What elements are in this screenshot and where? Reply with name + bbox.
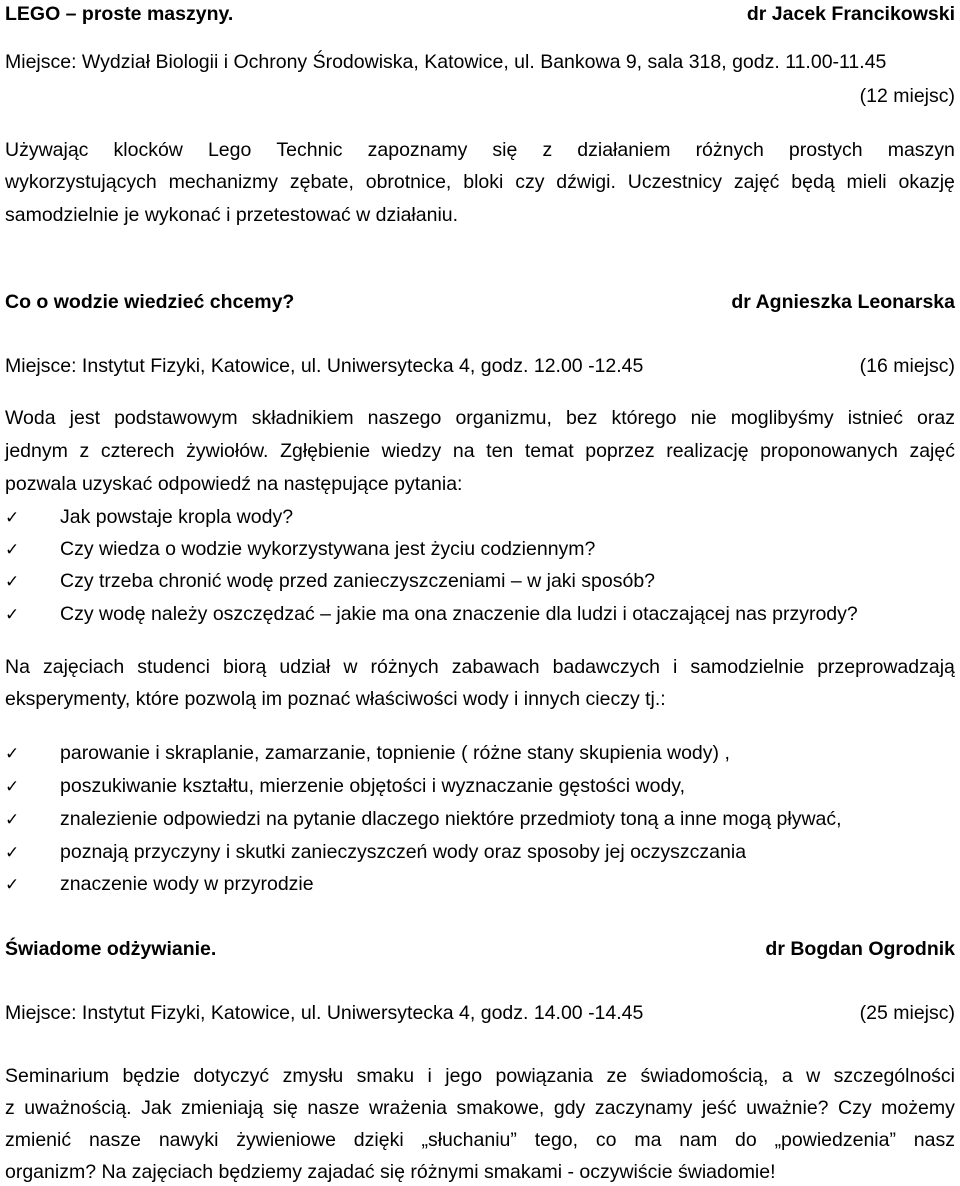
section-3-title: Świadome odżywianie. bbox=[5, 938, 217, 960]
activity-item bbox=[5, 838, 746, 867]
word: różnych bbox=[695, 139, 764, 161]
word: Technic bbox=[276, 139, 343, 161]
word: mechanizmy bbox=[168, 171, 279, 193]
word: zaczynamy bbox=[594, 1097, 693, 1119]
section-3-paragraph-line bbox=[5, 1062, 955, 1090]
word: działaniem bbox=[577, 139, 671, 161]
word: uważnością. bbox=[24, 1097, 132, 1119]
section-2-paragraph2-line bbox=[5, 653, 955, 681]
word: nawyki bbox=[158, 1129, 219, 1151]
question-text: Czy wiedza o wodzie wykorzystywana jest życiu codziennym? bbox=[60, 538, 596, 560]
word: studenci bbox=[137, 656, 210, 678]
word: różnych bbox=[370, 656, 439, 678]
word: co bbox=[595, 1129, 617, 1151]
word: badawczych bbox=[552, 656, 660, 678]
question-item bbox=[5, 535, 595, 564]
word: wykorzystujących bbox=[5, 171, 157, 193]
section-2-teacher: dr Agnieszka Leonarska bbox=[731, 291, 955, 313]
word: smaku bbox=[356, 1065, 415, 1087]
question-item bbox=[5, 600, 858, 629]
word: dzięki bbox=[353, 1129, 404, 1151]
section-1-title: LEGO – proste maszyny. bbox=[5, 3, 234, 25]
activity-item bbox=[5, 870, 314, 899]
word: zębate, bbox=[289, 171, 354, 193]
word: samodzielnie bbox=[690, 656, 805, 678]
word: Jak bbox=[141, 1097, 172, 1119]
word: zmienić bbox=[5, 1129, 72, 1151]
activity-text: znalezienie odpowiedzi na pytanie dlaczego niektóre przedmioty toną a inne mogą pływać, bbox=[60, 808, 842, 830]
word: oraz bbox=[917, 407, 955, 429]
section-3-seats: (25 miejsc) bbox=[859, 1002, 955, 1024]
word: „powiedzenia” bbox=[774, 1129, 896, 1151]
check-icon: ✓ bbox=[5, 777, 20, 797]
word: ze bbox=[606, 1065, 628, 1087]
word: a bbox=[781, 1065, 793, 1087]
word: składnikiem bbox=[251, 407, 354, 429]
word: tego, bbox=[534, 1129, 579, 1151]
word: z bbox=[5, 1097, 15, 1119]
check-icon: ✓ bbox=[5, 843, 20, 863]
word: świadomością, bbox=[640, 1065, 769, 1087]
activity-item bbox=[5, 805, 842, 834]
word: się bbox=[492, 139, 518, 161]
word: zajęć bbox=[733, 171, 780, 193]
word: jednym bbox=[5, 440, 68, 462]
word: prostych bbox=[788, 139, 863, 161]
check-icon: ✓ bbox=[5, 875, 20, 895]
check-icon: ✓ bbox=[5, 810, 20, 830]
word: żywiołów. bbox=[186, 440, 269, 462]
word: temat bbox=[524, 440, 574, 462]
section-1-paragraph-line: samodzielnie je wykonać i przetestować w działaniu. bbox=[5, 204, 459, 226]
section-2-header bbox=[5, 288, 955, 316]
section-2-paragraph-line bbox=[5, 404, 955, 432]
word: moglibyśmy bbox=[730, 407, 834, 429]
word: żywieniowe bbox=[236, 1129, 336, 1151]
word: Seminarium bbox=[5, 1065, 110, 1087]
section-1-teacher: dr Jacek Francikowski bbox=[746, 3, 955, 25]
word: zajęć bbox=[909, 440, 955, 462]
word: podstawowym bbox=[114, 407, 238, 429]
check-icon: ✓ bbox=[5, 572, 20, 592]
word: zabawach bbox=[451, 656, 540, 678]
word: organizmu, bbox=[455, 407, 552, 429]
check-icon: ✓ bbox=[5, 605, 20, 625]
check-icon: ✓ bbox=[5, 508, 20, 528]
section-3-place-row bbox=[5, 999, 955, 1027]
word: zapoznamy bbox=[367, 139, 468, 161]
word: biorą bbox=[222, 656, 267, 678]
word: bez bbox=[565, 407, 598, 429]
word: ma bbox=[634, 1129, 662, 1151]
word: w bbox=[806, 1065, 821, 1087]
word: klocków bbox=[113, 139, 183, 161]
section-3-paragraph-line: organizm? Na zajęciach będziemy zajadać się różnymi smakami - oczywiście świadomie! bbox=[5, 1161, 776, 1183]
activity-text: parowanie i skraplanie, zamarzanie, topnienie ( różne stany skupienia wody) , bbox=[60, 742, 730, 764]
word: gdy bbox=[553, 1097, 586, 1119]
section-2-seats: (16 miejsc) bbox=[859, 355, 955, 377]
word: jeść bbox=[701, 1097, 737, 1119]
activity-text: znaczenie wody w przyrodzie bbox=[60, 873, 314, 895]
word: dźwigi. bbox=[556, 171, 616, 193]
word: i bbox=[427, 1065, 432, 1087]
word: Uczestnicy bbox=[627, 171, 723, 193]
word: wrażenia bbox=[368, 1097, 448, 1119]
section-2-title: Co o wodzie wiedzieć chcemy? bbox=[5, 291, 295, 313]
word: możemy bbox=[881, 1097, 955, 1119]
section-3-place: Miejsce: Instytut Fizyki, Katowice, ul. Uniwersytecka 4, godz. 14.00 -14.45 bbox=[5, 1002, 644, 1024]
section-3-teacher: dr Bogdan Ogrodnik bbox=[765, 938, 955, 960]
word: jego bbox=[445, 1065, 483, 1087]
word: wiedzy bbox=[381, 440, 442, 462]
word: nie bbox=[690, 407, 717, 429]
word: Woda bbox=[5, 407, 56, 429]
question-text: Jak powstaje kropla wody? bbox=[60, 506, 294, 528]
section-2-place-row bbox=[5, 352, 955, 380]
word: będą bbox=[791, 171, 835, 193]
question-item bbox=[5, 503, 293, 532]
word: powiązania bbox=[495, 1065, 594, 1087]
word: Lego bbox=[207, 139, 252, 161]
word: zajęciach bbox=[42, 656, 125, 678]
section-1-seats: (12 miejsc) bbox=[859, 85, 955, 107]
word: się bbox=[272, 1097, 298, 1119]
word: naszego bbox=[367, 407, 442, 429]
word: poprzez bbox=[585, 440, 655, 462]
question-text: Czy wodę należy oszczędzać – jakie ma ona znaczenie dla ludzi i otaczającej nas przyrody? bbox=[60, 603, 858, 625]
word: okazję bbox=[898, 171, 955, 193]
word: zmysłu bbox=[282, 1065, 344, 1087]
word: „słuchaniu” bbox=[421, 1129, 517, 1151]
word: nam bbox=[679, 1129, 718, 1151]
word: którego bbox=[611, 407, 677, 429]
activity-item bbox=[5, 739, 730, 768]
word: Na bbox=[5, 656, 30, 678]
word: Zgłębienie bbox=[280, 440, 371, 462]
word: istnieć bbox=[847, 407, 903, 429]
section-2-paragraph-line bbox=[5, 437, 955, 465]
word: jest bbox=[69, 407, 101, 429]
section-1-paragraph-line bbox=[5, 136, 955, 164]
word: z bbox=[542, 139, 553, 161]
word: będzie bbox=[122, 1065, 180, 1087]
word: uważnie? bbox=[746, 1097, 829, 1119]
activity-text: poznają przyczyny i skutki zanieczyszczeń wody oraz sposoby jej oczyszczania bbox=[60, 841, 747, 863]
word: nasze bbox=[307, 1097, 360, 1119]
word: przeprowadzają bbox=[817, 656, 955, 678]
section-3-paragraph-line bbox=[5, 1126, 955, 1154]
word: czterech bbox=[100, 440, 175, 462]
word: udział bbox=[279, 656, 331, 678]
check-icon: ✓ bbox=[5, 744, 20, 764]
word: ten bbox=[486, 440, 514, 462]
word: Czy bbox=[838, 1097, 872, 1119]
word: obrotnice, bbox=[365, 171, 452, 193]
word: na bbox=[452, 440, 475, 462]
word: nasz bbox=[913, 1129, 955, 1151]
word: dotyczyć bbox=[193, 1065, 270, 1087]
word: zmieniają bbox=[181, 1097, 264, 1119]
section-1-place: Miejsce: Wydział Biologii i Ochrony Środowiska, Katowice, ul. Bankowa 9, sala 318, godz. 11.00-11.45 bbox=[5, 51, 887, 73]
check-icon: ✓ bbox=[5, 540, 20, 560]
question-text: Czy trzeba chronić wodę przed zanieczyszczeniami – w jaki sposób? bbox=[60, 570, 656, 592]
word: czy bbox=[515, 171, 545, 193]
section-2-paragraph2-line: eksperymenty, które pozwolą im poznać właściwości wody i innych cieczy tj.: bbox=[5, 688, 666, 710]
section-1-paragraph-line bbox=[5, 168, 955, 196]
section-2-place: Miejsce: Instytut Fizyki, Katowice, ul. Uniwersytecka 4, godz. 12.00 -12.45 bbox=[5, 355, 644, 377]
word: z bbox=[79, 440, 90, 462]
activity-item bbox=[5, 772, 685, 801]
word: realizację bbox=[666, 440, 749, 462]
word: w bbox=[343, 656, 358, 678]
question-item bbox=[5, 567, 655, 596]
section-3-header bbox=[5, 935, 955, 963]
word: nasze bbox=[88, 1129, 141, 1151]
word: bloki bbox=[463, 171, 504, 193]
word: do bbox=[735, 1129, 757, 1151]
section-3-paragraph-line bbox=[5, 1094, 955, 1122]
word: maszyn bbox=[887, 139, 955, 161]
word: szczególności bbox=[833, 1065, 955, 1087]
section-1-header bbox=[5, 0, 955, 28]
activity-text: poszukiwanie kształtu, mierzenie objętości i wyznaczanie gęstości wody, bbox=[60, 775, 686, 797]
word: smakowe, bbox=[456, 1097, 545, 1119]
word: Używając bbox=[5, 139, 89, 161]
word: proponowanych bbox=[760, 440, 898, 462]
word: i bbox=[672, 656, 678, 678]
word: mieli bbox=[846, 171, 887, 193]
section-2-paragraph-line: pozwala uzyskać odpowiedź na następujące pytania: bbox=[5, 473, 463, 495]
